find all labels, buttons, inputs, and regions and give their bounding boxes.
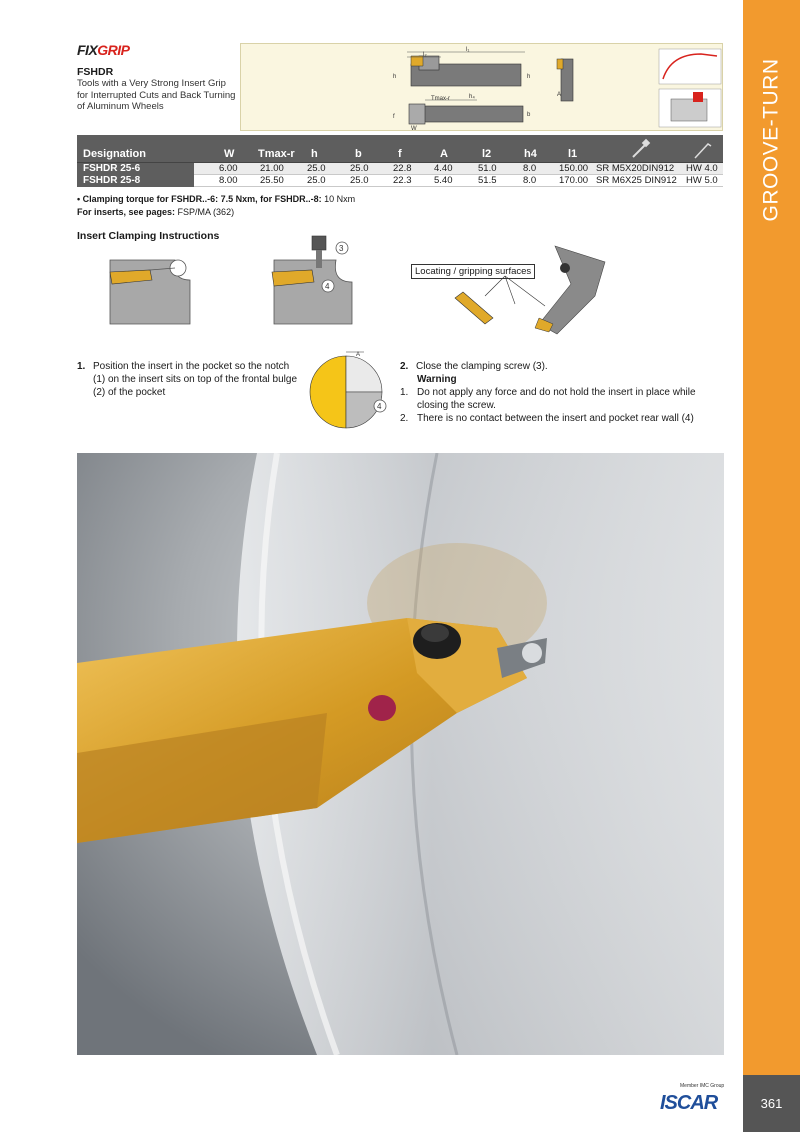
side-section-title bbox=[743, 40, 800, 240]
cell-b: 25.0 bbox=[350, 163, 369, 174]
col-w: W bbox=[224, 148, 235, 160]
side-title-text: GROOVE-TURN bbox=[759, 58, 783, 222]
insert-and-holder-illustration bbox=[445, 234, 615, 344]
cell-l1: 150.00 bbox=[559, 163, 589, 174]
warning-title: Warning bbox=[417, 374, 457, 385]
insert-contact-diagram bbox=[306, 348, 392, 438]
dim-b: b bbox=[527, 112, 531, 118]
dim-tmax: Tmax-r bbox=[431, 96, 450, 102]
dim-l2: l₂ bbox=[423, 52, 427, 58]
dim-l1: l₁ bbox=[466, 47, 470, 53]
warning-text: There is no contact between the insert and pocket rear wall (4) bbox=[417, 413, 694, 424]
cell-h4: 8.0 bbox=[523, 175, 537, 186]
cell-tmax: 21.00 bbox=[260, 163, 284, 174]
member-text: Member IMC Group bbox=[680, 1083, 725, 1089]
clamp-illustration-1 bbox=[100, 240, 200, 330]
warning-number: 2. bbox=[400, 413, 409, 424]
cell-tmax: 25.50 bbox=[260, 175, 284, 186]
product-photo bbox=[77, 453, 724, 1055]
col-designation: Designation bbox=[83, 148, 146, 160]
clamp-illustration-2 bbox=[266, 232, 376, 332]
cell-h: 25.0 bbox=[307, 163, 326, 174]
locating-surfaces-label: Locating / gripping surfaces bbox=[411, 264, 535, 279]
table-row bbox=[77, 163, 723, 175]
brand-text: FIX bbox=[77, 42, 98, 58]
col-f: f bbox=[398, 148, 402, 160]
cell-key: HW 4.0 bbox=[686, 163, 718, 174]
col-h: h bbox=[311, 148, 318, 160]
brand-accent-text: GRIP bbox=[97, 42, 130, 58]
cell-w: 6.00 bbox=[219, 163, 238, 174]
inserts-note-value: FSP/MA (362) bbox=[175, 207, 235, 217]
section-title: Insert Clamping Instructions bbox=[77, 230, 220, 242]
table-row bbox=[77, 175, 723, 187]
row-designation: FSHDR 25-6 bbox=[77, 163, 194, 175]
dim-f: f bbox=[393, 114, 395, 120]
dim-h-right: h bbox=[527, 74, 531, 80]
torque-note-value: 10 Nxm bbox=[321, 194, 356, 204]
page-number-text: 361 bbox=[760, 1096, 783, 1111]
dim-a: A bbox=[557, 92, 562, 98]
fixgrip-logo bbox=[77, 42, 141, 60]
tool-in-wheel-photo bbox=[77, 453, 724, 1055]
dim-h4: h₄ bbox=[469, 94, 475, 100]
inserts-note bbox=[77, 207, 234, 217]
dim-h-left: h bbox=[393, 74, 397, 80]
warning-item bbox=[400, 386, 720, 412]
cell-b: 25.0 bbox=[350, 175, 369, 186]
col-l1: l1 bbox=[568, 148, 578, 160]
marker-a: A bbox=[356, 352, 361, 358]
cell-screw: SR M5X20DIN912 bbox=[596, 163, 675, 174]
marker-4: 4 bbox=[325, 282, 330, 291]
cell-l2: 51.0 bbox=[478, 163, 497, 174]
technical-drawing bbox=[240, 43, 723, 131]
product-description: Tools with a Very Strong Insert Grip for Interrupted Cuts and Back Turning of Aluminum Wheels bbox=[77, 78, 236, 112]
specification-table bbox=[77, 135, 723, 187]
step-1-text: Position the insert in the pocket so the notch (1) on the insert sits on top of the frontal bulge (2) of the pocket bbox=[93, 361, 298, 398]
col-tmax: Tmax-r bbox=[258, 148, 295, 160]
cell-a: 5.40 bbox=[434, 175, 453, 186]
col-l2: l2 bbox=[482, 148, 492, 160]
product-code: FSHDR bbox=[77, 66, 114, 78]
warning-number: 1. bbox=[400, 387, 409, 398]
tool-dimension-drawing bbox=[241, 44, 724, 132]
warning-text: Do not apply any force and do not hold the insert in place while closing the screw. bbox=[417, 387, 696, 411]
step-1-number: 1. bbox=[77, 361, 86, 372]
iscar-logo: ISCAR bbox=[660, 1092, 718, 1114]
warning-item bbox=[400, 412, 720, 425]
cell-f: 22.3 bbox=[393, 175, 412, 186]
marker-4: 4 bbox=[377, 402, 382, 411]
col-b: b bbox=[355, 148, 362, 160]
page-number bbox=[743, 1075, 800, 1132]
cell-l2: 51.5 bbox=[478, 175, 497, 186]
step-2 bbox=[400, 360, 720, 425]
cell-h: 25.0 bbox=[307, 175, 326, 186]
hex-key-icon bbox=[692, 138, 714, 160]
marker-3: 3 bbox=[339, 244, 344, 253]
col-h4: h4 bbox=[524, 148, 537, 160]
dim-w: W bbox=[411, 126, 417, 132]
cell-key: HW 5.0 bbox=[686, 175, 718, 186]
col-a: A bbox=[440, 148, 448, 160]
row-designation: FSHDR 25-8 bbox=[77, 175, 194, 187]
step-2-text: Close the clamping screw (3). bbox=[416, 361, 548, 372]
torque-note bbox=[77, 194, 355, 204]
cell-l1: 170.00 bbox=[559, 175, 589, 186]
cell-a: 4.40 bbox=[434, 163, 453, 174]
inserts-note-bold: For inserts, see pages: bbox=[77, 207, 176, 217]
table-header-row bbox=[77, 135, 723, 163]
step-1 bbox=[77, 360, 307, 399]
cell-w: 8.00 bbox=[219, 175, 238, 186]
screw-icon bbox=[630, 138, 652, 160]
cell-f: 22.8 bbox=[393, 163, 412, 174]
cell-h4: 8.0 bbox=[523, 163, 537, 174]
step-2-number: 2. bbox=[400, 361, 409, 372]
cell-screw: SR M6X25 DIN912 bbox=[596, 175, 677, 186]
torque-note-bold: • Clamping torque for FSHDR..-6: 7.5 Nxm, for FSHDR..-8: bbox=[77, 194, 322, 204]
